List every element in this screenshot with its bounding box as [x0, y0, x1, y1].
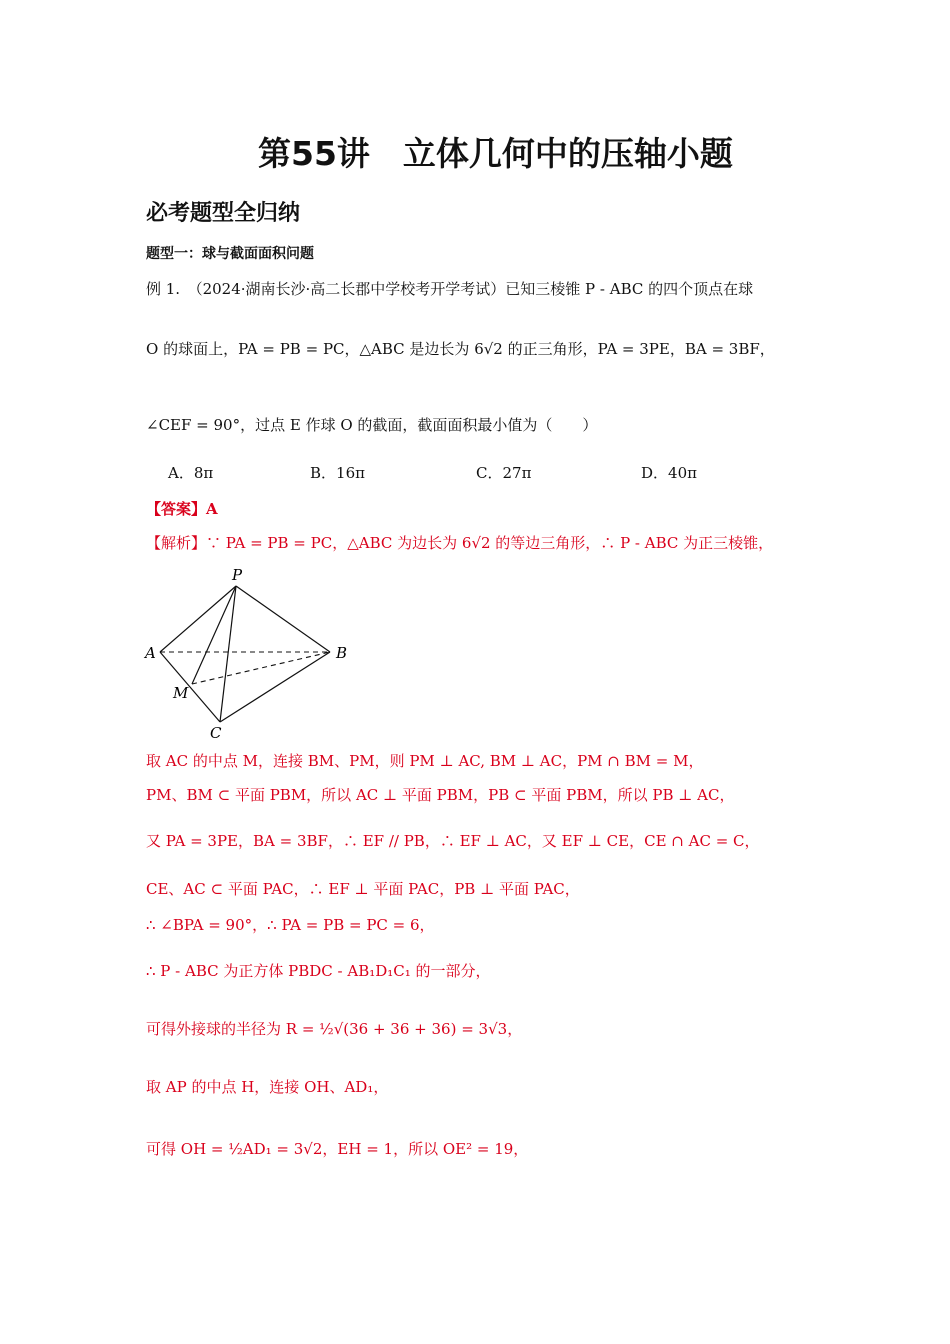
option-d-value: 40π [668, 464, 697, 482]
option-c-value: 27π [502, 464, 532, 482]
analysis-line-1: 【解析】∵ PA = PB = PC，△ABC 为边长为 6√2 的等边三角形，∴ P - ABC 为正三棱锥， [146, 534, 774, 552]
subsection-heading: 题型一：球与截面面积问题 [146, 246, 314, 262]
analysis-line-7: ∴ P - ABC 为正方体 PBDC - AB₁D₁C₁ 的一部分， [146, 962, 491, 980]
analysis-line-8: 可得外接球的半径为 R = ½√(36 + 36 + 36) = 3√3， [146, 1020, 523, 1038]
option-d-label: D． [641, 464, 669, 482]
option-d [641, 462, 697, 483]
option-a [168, 462, 213, 483]
section-heading: 必考题型全归纳 [146, 201, 301, 226]
option-b-value: 16π [336, 464, 365, 482]
label-c: C [210, 724, 222, 740]
analysis-line-9: 取 AP 的中点 H，连接 OH、AD₁， [146, 1078, 389, 1096]
page-title: 第55讲 立体几何中的压轴小题 [258, 134, 733, 173]
label-p: P [232, 566, 243, 584]
analysis-line-2: 取 AC 的中点 M，连接 BM、PM，则 PM ⊥ AC, BM ⊥ AC，PM ∩ BM = M， [146, 752, 704, 770]
option-a-label: A． [168, 464, 194, 482]
answer-line: 【答案】A [146, 500, 218, 518]
analysis-line-3: PM、BM ⊂ 平面 PBM，所以 AC ⊥ 平面 PBM，PB ⊂ 平面 PBM，所以 PB ⊥ AC， [146, 786, 735, 804]
analysis-line-10: 可得 OH = ½AD₁ = 3√2，EH = 1，所以 OE² = 19， [146, 1140, 529, 1158]
question-line-3: ∠CEF = 90°，过点 E 作球 O 的截面，截面面积最小值为（ ） [146, 416, 598, 434]
label-b: B [336, 644, 348, 662]
option-a-value: 8π [193, 464, 214, 482]
label-a: A [145, 644, 156, 662]
option-b [310, 462, 365, 483]
analysis-line-4: 又 PA = 3PE，BA = 3BF，∴ EF // PB，∴ EF ⊥ AC，又 EF ⊥ CE，CE ∩ AC = C， [146, 832, 760, 850]
label-m: M [173, 684, 189, 702]
question-line-2: O 的球面上，PA = PB = PC，△ABC 是边长为 6√2 的正三角形，PA = 3PE，BA = 3BF， [146, 340, 775, 358]
pyramid-figure [140, 560, 360, 740]
option-b-label: B． [310, 464, 337, 482]
option-c-label: C． [476, 464, 503, 482]
question-line-1: 例 1. （2024·湖南长沙·高二长郡中学校考开学考试）已知三棱锥 P - ABC 的四个顶点在球 [146, 280, 754, 298]
option-c [476, 462, 531, 483]
analysis-line-5: CE、AC ⊂ 平面 PAC，∴ EF ⊥ 平面 PAC，PB ⊥ 平面 PAC， [146, 880, 580, 898]
analysis-line-6: ∴ ∠BPA = 90°，∴ PA = PB = PC = 6， [146, 916, 435, 934]
